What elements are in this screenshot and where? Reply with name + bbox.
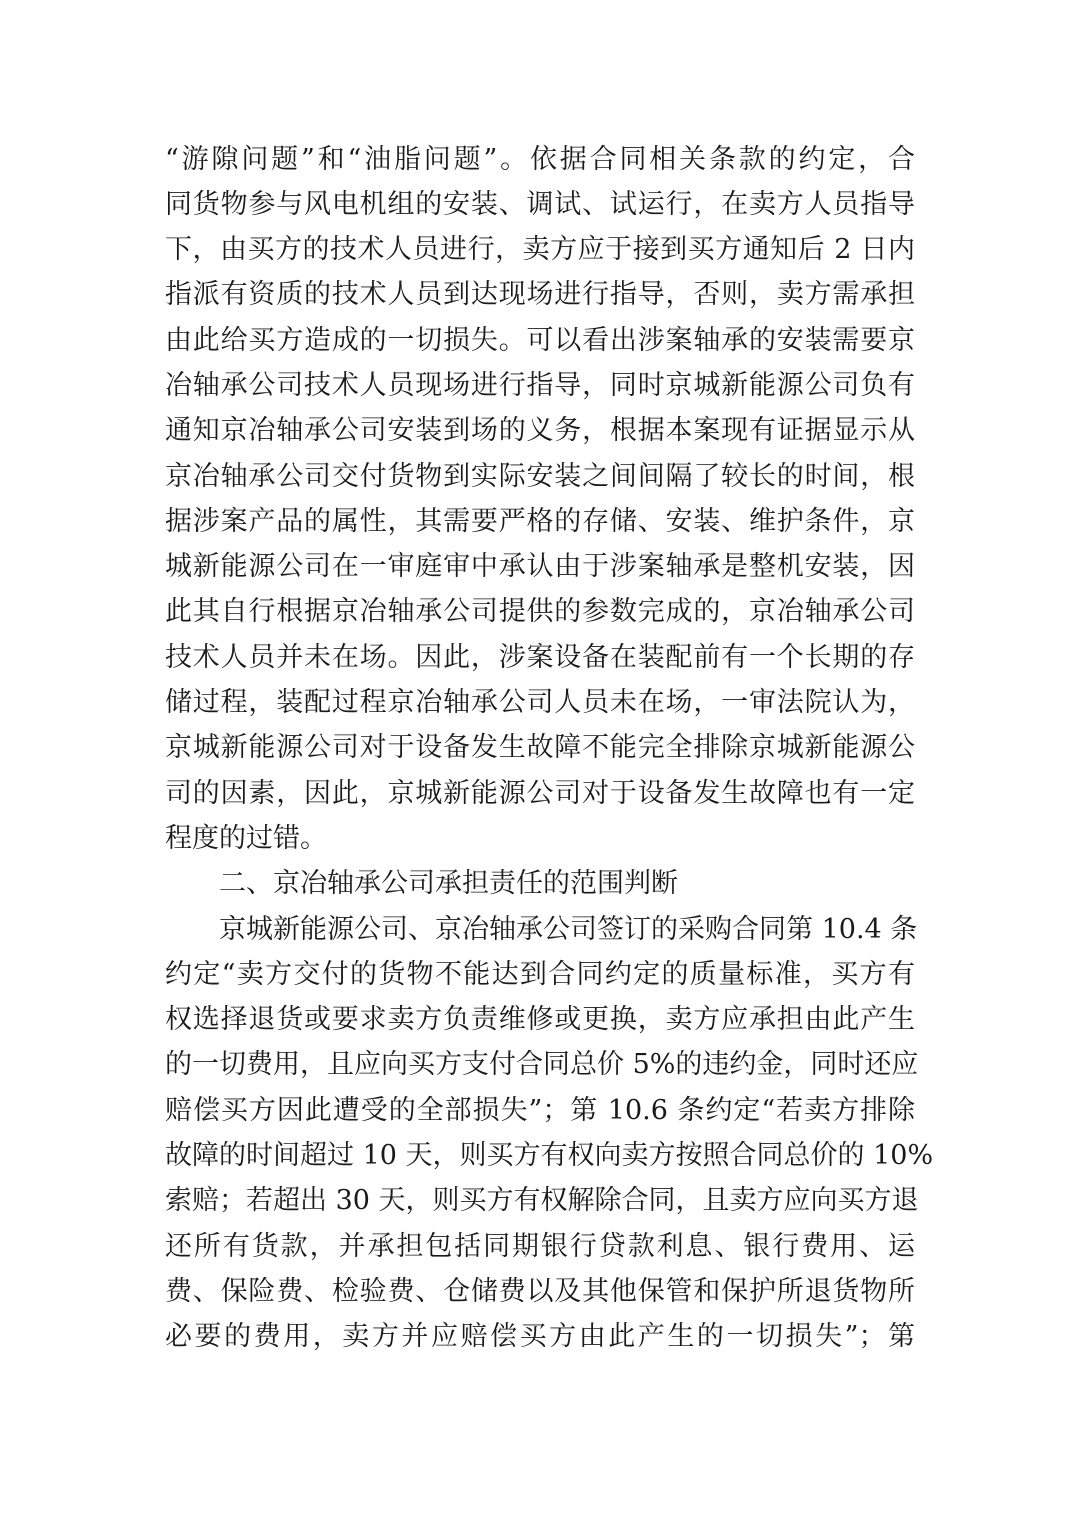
text-line: 司的因素，因此，京城新能源公司对于设备发生故障也有一定	[165, 778, 915, 809]
text-line: 京城新能源公司、京冶轴承公司签订的采购合同第 10.4 条	[219, 914, 918, 945]
text-line: 此其自行根据京冶轴承公司提供的参数完成的，京冶轴承公司	[165, 596, 915, 627]
text-line: 约定“卖方交付的货物不能达到合同约定的质量标准，买方有	[165, 959, 915, 990]
text-line: “游隙问题”和“油脂问题”。依据合同相关条款的约定，合	[165, 144, 915, 175]
text-line: 费、保险费、检验费、仓储费以及其他保管和保护所退货物所	[165, 1276, 915, 1307]
text-line: 故障的时间超过 10 天，则买方有权向卖方按照合同总价的 10%	[165, 1140, 934, 1171]
text-line: 索赔；若超出 30 天，则买方有权解除合同，且卖方应向买方退	[165, 1185, 919, 1216]
text-line: 程度的过错。	[165, 823, 327, 854]
text-line: 京城新能源公司对于设备发生故障不能完全排除京城新能源公	[165, 732, 915, 763]
text-line: 同货物参与风电机组的安装、调试、试运行，在卖方人员指导	[165, 189, 915, 220]
text-line: 指派有资质的技术人员到达现场进行指导，否则，卖方需承担	[165, 279, 915, 310]
text-line: 城新能源公司在一审庭审中承认由于涉案轴承是整机安装，因	[165, 551, 915, 582]
text-line: 通知京冶轴承公司安装到场的义务，根据本案现有证据显示从	[165, 415, 915, 446]
text-line: 的一切费用，且应向买方支付合同总价 5%的违约金，同时还应	[165, 1049, 919, 1080]
text-line: 由此给买方造成的一切损失。可以看出涉案轴承的安装需要京	[165, 325, 915, 356]
text-line: 下，由买方的技术人员进行，卖方应于接到买方通知后 2 日内	[165, 234, 915, 265]
text-line: 京冶轴承公司交付货物到实际安装之间间隔了较长的时间，根	[165, 461, 915, 492]
text-line: 冶轴承公司技术人员现场进行指导，同时京城新能源公司负有	[165, 370, 915, 401]
section-heading: 二、京冶轴承公司承担责任的范围判断	[219, 868, 678, 899]
text-line: 必要的费用，卖方并应赔偿买方由此产生的一切损失”；第	[165, 1321, 915, 1352]
text-line: 技术人员并未在场。因此，涉案设备在装配前有一个长期的存	[165, 642, 915, 673]
text-line: 还所有货款，并承担包括同期银行贷款利息、银行费用、运	[165, 1231, 915, 1262]
text-line: 据涉案产品的属性，其需要严格的存储、安装、维护条件，京	[165, 506, 915, 537]
text-line: 储过程，装配过程京冶轴承公司人员未在场，一审法院认为，	[165, 687, 915, 718]
text-line: 权选择退货或要求卖方负责维修或更换，卖方应承担由此产生	[165, 1004, 915, 1035]
text-line: 赔偿买方因此遭受的全部损失”；第 10.6 条约定“若卖方排除	[165, 1095, 915, 1126]
